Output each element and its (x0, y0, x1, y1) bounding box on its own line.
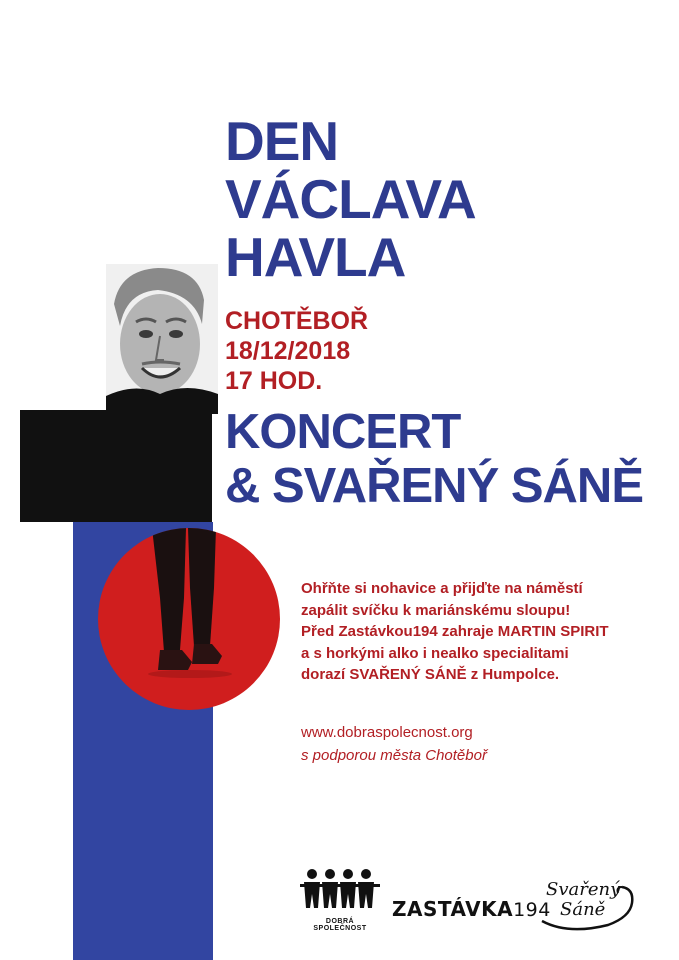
title-line: DEN (225, 110, 339, 172)
event-town: CHOTĚBOŘ (225, 307, 369, 335)
message-line: Ohřňte si nohavice a přijďte na náměstí (301, 580, 583, 597)
support-text: s podporou města Chotěboř (301, 747, 487, 764)
subtitle-line: & SVAŘENÝ SÁNĚ (225, 459, 644, 513)
legs-illustration (98, 528, 280, 710)
subtitle-line: KONCERT (225, 405, 461, 459)
black-torso-shape (20, 410, 212, 522)
svareny-logo-line1: Svařený (546, 879, 621, 900)
zastavka-logo (392, 897, 551, 921)
website-text: www.dobraspolecnost.org (301, 724, 473, 741)
zastavka-logo-number: 194 (513, 899, 551, 921)
red-circle-legs-image (98, 528, 280, 710)
message-line: Před Zastávkou194 zahraje MARTIN SPIRIT (301, 623, 609, 640)
svareny-sane-logo (538, 877, 638, 937)
message-line: dorazí SVAŘENÝ SÁNĚ z Humpolce. (301, 666, 560, 683)
invitation-text (301, 578, 609, 686)
event-title (225, 112, 476, 286)
title-line: HAVLA (225, 226, 406, 288)
event-time: 17 HOD. (225, 367, 323, 395)
event-info (225, 306, 368, 396)
dobra-spolecnost-logo-text: DOBRÁ SPOLEČNOST (313, 918, 367, 932)
event-subtitle (225, 405, 643, 513)
event-date: 18/12/2018 (225, 337, 351, 365)
portrait-photo (106, 264, 218, 414)
people-icon (300, 868, 380, 918)
title-line: VÁCLAVA (225, 168, 476, 230)
svareny-logo-line2: Sáně (560, 899, 606, 920)
dobra-spolecnost-logo (300, 868, 380, 930)
message-line: zapálit svíčku k mariánskému sloupu! (301, 601, 571, 619)
message-line: a s horkými alko i nealko specialitami (301, 644, 569, 662)
zastavka-logo-word: ZASTÁVKA (392, 897, 514, 921)
